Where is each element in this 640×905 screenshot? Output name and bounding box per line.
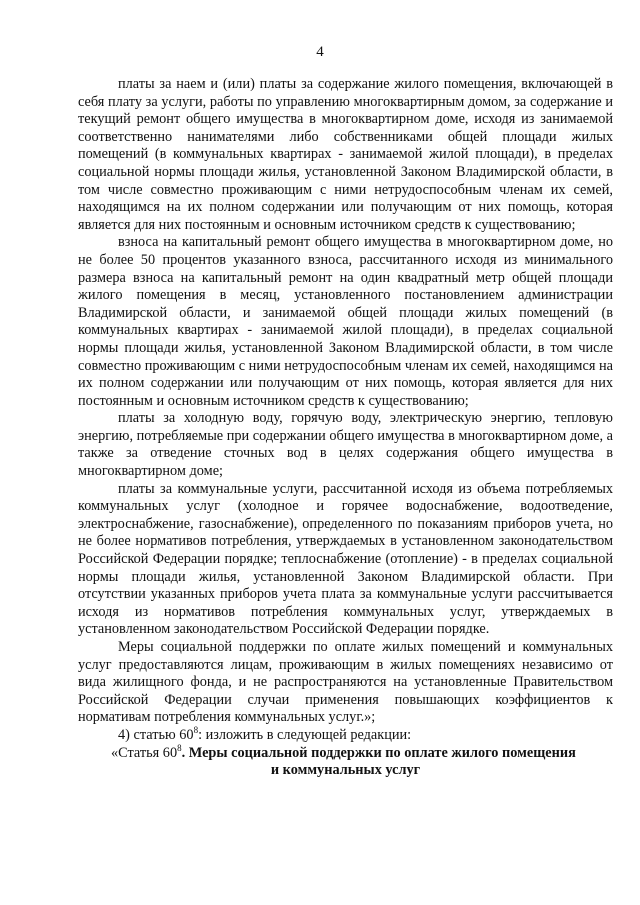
article-heading (78, 742, 613, 763)
article-title-line1: Меры социальной поддержки по оплате жилого помещения (185, 744, 576, 761)
paragraph-common-property-utilities: платы за холодную воду, горячую воду, электрическую энергию, тепловую энергию, потребляемые при содержании общего имущества в многоквартирном доме, а также за отведение сточных вод в целях содержания общего имущества в многоквартирном доме; (78, 410, 613, 480)
page-number: 4 (316, 44, 324, 60)
amendment-prefix: 4) статью 60 (118, 726, 194, 743)
amendment-suffix: : изложить в следующей редакции: (198, 726, 412, 743)
document-body (78, 76, 613, 780)
amendment-item (78, 727, 613, 745)
article-title-line2: и коммунальных услуг (270, 762, 421, 779)
article-prefix: «Статья 60 (111, 744, 178, 761)
paragraph-utility-services: платы за коммунальные услуги, рассчитанной исходя из объема потребляемых коммунальных услуг (холодное и горячее водоснабжение, водоотведение, электроснабжение, газоснабжение), определенного по показаниям приборов учета, но не более нормативов потребления, утверждаемых в установленном законодательством Российской Федерации порядке; теплоснабжение (отопление) - в пределах социальной нормы площади жилья, установленной Законом Владимирской области. При отсутствии указанных приборов учета плата за коммунальные услуги рассчитывается исходя из нормативов потребления коммунальных услуг, утверждаемых в установленном законодательством Российской Федерации порядке. (78, 480, 613, 638)
article-dot: . (181, 744, 186, 761)
paragraph-capital-repair: взноса на капитальный ремонт общего имущества в многоквартирном доме, но не более 50 процентов указанного взноса, рассчитанного исходя из минимального размера взноса на капитальный ремонт на один квадратный метр общей площади жилого помещения в месяц, установленного постановлением администрации Владимирской области, и занимаемой общей площади жилых помещений (в коммунальных квартирах - занимаемой жилой площади), в пределах социальной нормы площади жилья, установленной Законом Владимирской области, в том числе совместно проживающим с ними нетрудоспособным членам их семей, находящимся на их полном содержании или получающим от них помощь, которая является для них постоянным и основным источником средств к существованию; (78, 234, 613, 409)
paragraph-rent-payment: платы за наем и (или) платы за содержание жилого помещения, включающей в себя плату за услуги, работы по управлению многоквартирным домом, за содержание и текущий ремонт общего имущества в многоквартирном доме, исходя из занимаемой соответственно нанимателями либо собственниками общей площади жилых помещений (в коммунальных квартирах - занимаемой жилой площади), в пределах социальной нормы площади жилья, установленной Законом Владимирской области, в том числе совместно проживающим с ними нетрудоспособным членам их семей, находящимся на их полном содержании или получающим от них помощь, которая является для них постоянным и основным источником средств к существованию; (78, 76, 613, 233)
amendment-sup: 8 (193, 725, 199, 736)
paragraph-support-measures: Меры социальной поддержки по оплате жилых помещений и коммунальных услуг предоставляются лицам, проживающим в жилых помещениях независимо от вида жилищного фонда, и не распространяются на установленные Правительством Российской Федерации случаи применения повышающих коэффициентов к нормативам потребления коммунальных услуг.»; (78, 639, 613, 726)
article-sup: 8 (177, 742, 182, 753)
